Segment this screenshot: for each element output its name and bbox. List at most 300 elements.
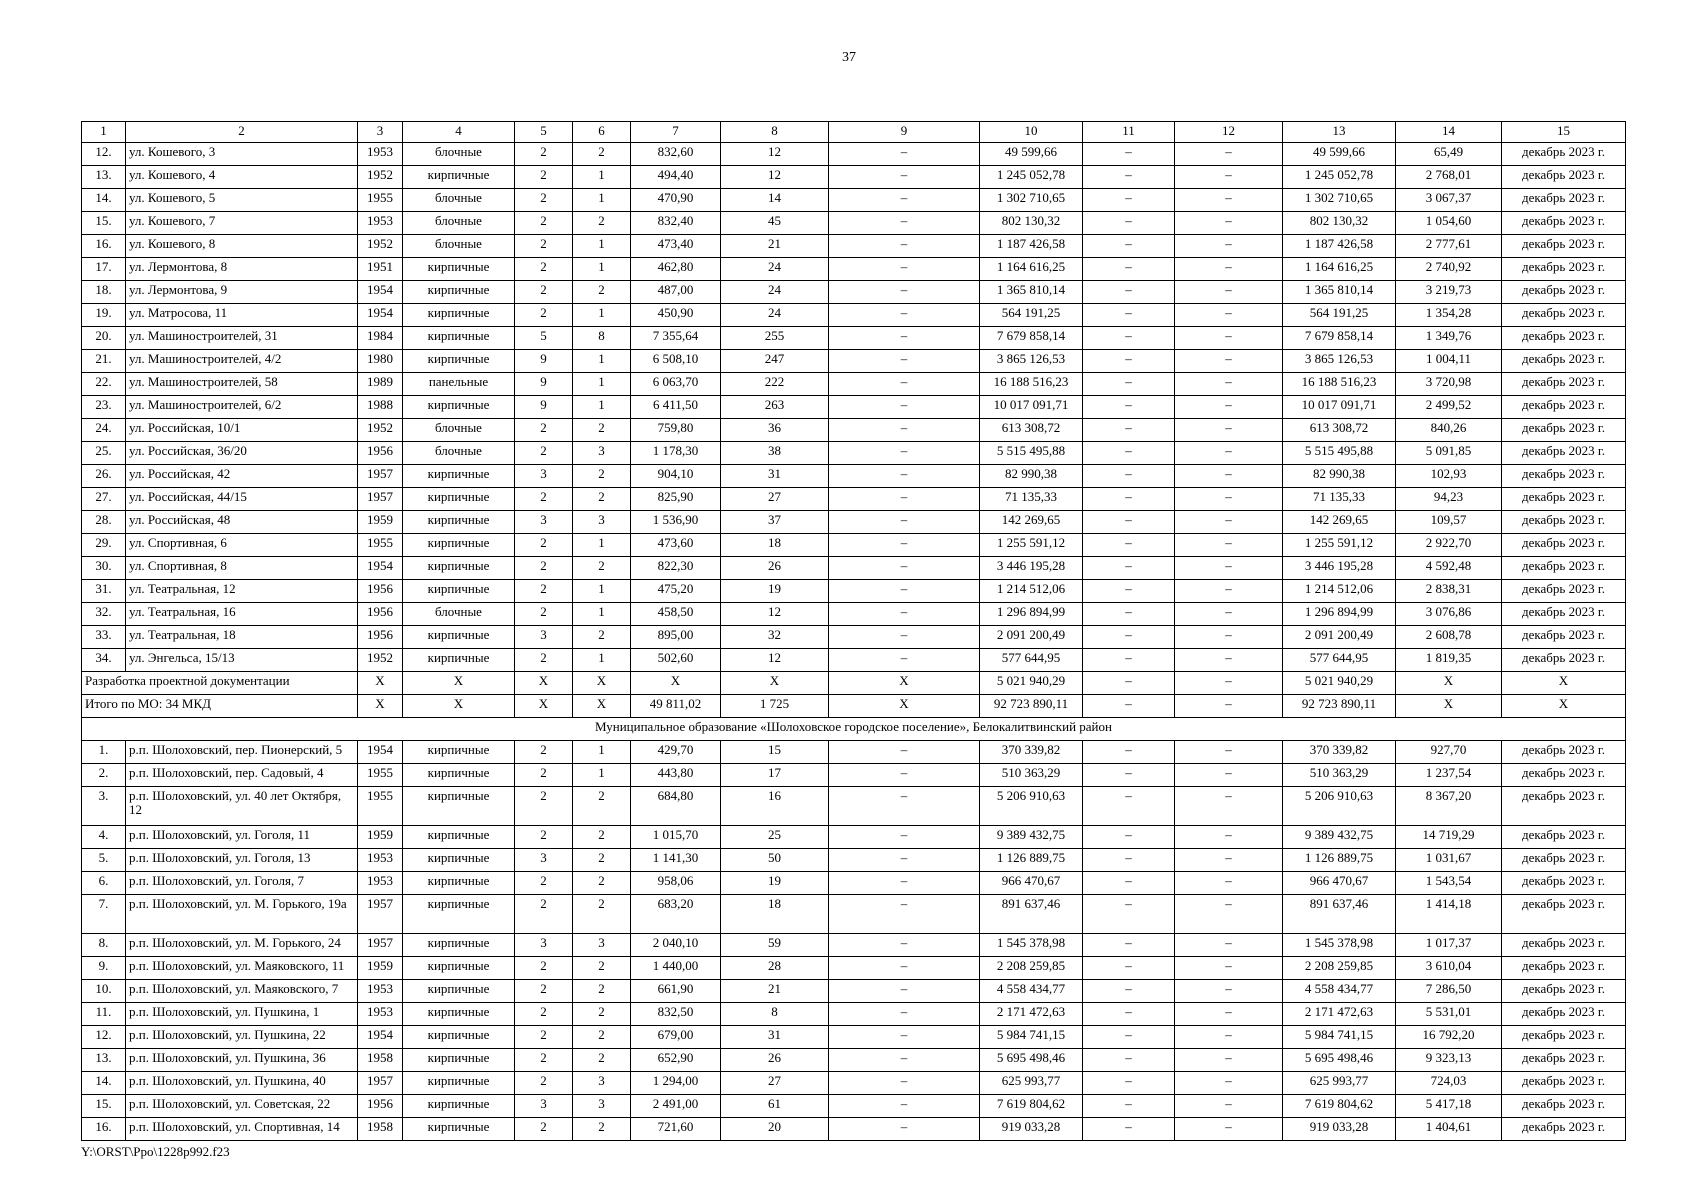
table-cell: 2. <box>82 764 126 787</box>
table-cell: 2 <box>515 304 573 327</box>
table-cell: 679,00 <box>631 1026 721 1049</box>
table-cell: кирпичные <box>403 258 515 281</box>
table-cell: 2 491,00 <box>631 1095 721 1118</box>
address-cell: ул. Российская, 10/1 <box>126 419 358 442</box>
table-cell: 891 637,46 <box>1283 895 1396 934</box>
table-cell: 1 255 591,12 <box>1283 534 1396 557</box>
table-cell: 2 <box>573 849 631 872</box>
table-cell: 7. <box>82 895 126 934</box>
table-cell: – <box>829 557 980 580</box>
table-cell: 1 <box>573 189 631 212</box>
table-cell: 1958 <box>358 1118 403 1141</box>
table-cell: – <box>1175 534 1283 557</box>
table-cell: 1 294,00 <box>631 1072 721 1095</box>
table-cell: 1984 <box>358 327 403 350</box>
table-cell: – <box>1083 895 1175 934</box>
table-cell: 16. <box>82 235 126 258</box>
table-cell: – <box>1083 741 1175 764</box>
table-cell: 32. <box>82 603 126 626</box>
table-cell: – <box>1083 603 1175 626</box>
table-row <box>82 603 1626 626</box>
table-cell: 15 <box>721 741 829 764</box>
column-header: 14 <box>1396 122 1502 143</box>
table-cell: 724,03 <box>1396 1072 1502 1095</box>
address-cell: ул. Машиностроителей, 4/2 <box>126 350 358 373</box>
table-cell: 11. <box>82 1003 126 1026</box>
table-cell: – <box>1175 764 1283 787</box>
table-cell: 564 191,25 <box>1283 304 1396 327</box>
table-cell: 222 <box>721 373 829 396</box>
table-row <box>82 1049 1626 1072</box>
footer-file-path: Y:\ORST\Ppo\1228p992.f23 <box>81 1144 230 1159</box>
table-cell: 2 <box>515 1026 573 1049</box>
table-cell: 9 323,13 <box>1396 1049 1502 1072</box>
address-cell: р.п. Шолоховский, ул. Пушкина, 22 <box>126 1026 358 1049</box>
table-cell: 21 <box>721 980 829 1003</box>
table-cell: – <box>829 849 980 872</box>
table-cell: – <box>829 895 980 934</box>
table-cell: декабрь 2023 г. <box>1502 350 1626 373</box>
table-row <box>82 557 1626 580</box>
table-cell: 652,90 <box>631 1049 721 1072</box>
table-cell: 1952 <box>358 166 403 189</box>
table-cell: – <box>1083 327 1175 350</box>
address-cell: р.п. Шолоховский, ул. Гоголя, 13 <box>126 849 358 872</box>
address-cell: ул. Кошевого, 7 <box>126 212 358 235</box>
table-cell: 10 017 091,71 <box>980 396 1083 419</box>
table-cell: 16 792,20 <box>1396 1026 1502 1049</box>
table-cell: 1 <box>573 534 631 557</box>
table-cell: – <box>1175 580 1283 603</box>
table-cell: X <box>515 695 573 718</box>
table-row <box>82 304 1626 327</box>
table-cell: – <box>829 934 980 957</box>
table-cell: декабрь 2023 г. <box>1502 741 1626 764</box>
table-cell: – <box>1175 373 1283 396</box>
table-cell: 1 536,90 <box>631 511 721 534</box>
table-cell: – <box>829 1026 980 1049</box>
table-cell: 1 <box>573 580 631 603</box>
table-cell: 45 <box>721 212 829 235</box>
table-cell: – <box>829 980 980 1003</box>
table-cell: – <box>1083 980 1175 1003</box>
address-cell: ул. Российская, 48 <box>126 511 358 534</box>
table-cell: 247 <box>721 350 829 373</box>
table-cell: 30. <box>82 557 126 580</box>
table-cell: 4 592,48 <box>1396 557 1502 580</box>
table-cell: декабрь 2023 г. <box>1502 534 1626 557</box>
column-header: 8 <box>721 122 829 143</box>
column-header: 9 <box>829 122 980 143</box>
table-cell: 661,90 <box>631 980 721 1003</box>
table-row <box>82 235 1626 258</box>
table-cell: 15. <box>82 1095 126 1118</box>
table-cell: 1 164 616,25 <box>1283 258 1396 281</box>
table-cell: декабрь 2023 г. <box>1502 304 1626 327</box>
table-cell: кирпичные <box>403 895 515 934</box>
table-cell: 3 610,04 <box>1396 957 1502 980</box>
table-cell: – <box>1083 166 1175 189</box>
table-cell: – <box>1175 626 1283 649</box>
table-cell: 895,00 <box>631 626 721 649</box>
table-cell: 26 <box>721 557 829 580</box>
table-cell: декабрь 2023 г. <box>1502 465 1626 488</box>
table-cell: 94,23 <box>1396 488 1502 511</box>
address-cell: ул. Театральная, 16 <box>126 603 358 626</box>
table-cell: кирпичные <box>403 396 515 419</box>
address-cell: ул. Энгельса, 15/13 <box>126 649 358 672</box>
table-cell: декабрь 2023 г. <box>1502 419 1626 442</box>
table-cell: блочные <box>403 212 515 235</box>
table-cell: кирпичные <box>403 1049 515 1072</box>
table-cell: 12 <box>721 649 829 672</box>
table-cell: – <box>1175 1026 1283 1049</box>
address-cell: ул. Матросова, 11 <box>126 304 358 327</box>
table-cell: 1953 <box>358 872 403 895</box>
table-cell: 27 <box>721 1072 829 1095</box>
table-cell: 8 <box>721 1003 829 1026</box>
table-row <box>82 764 1626 787</box>
address-cell: р.п. Шолоховский, ул. Маяковского, 7 <box>126 980 358 1003</box>
table-cell: 1 054,60 <box>1396 212 1502 235</box>
table-cell: – <box>1175 1072 1283 1095</box>
table-cell: 759,80 <box>631 419 721 442</box>
table-cell: – <box>1175 649 1283 672</box>
table-cell: – <box>1083 281 1175 304</box>
table-cell: 1 365 810,14 <box>1283 281 1396 304</box>
table-cell: 71 135,33 <box>1283 488 1396 511</box>
table-cell: 1953 <box>358 1003 403 1026</box>
table-cell: кирпичные <box>403 826 515 849</box>
table-cell: кирпичные <box>403 741 515 764</box>
table-cell: декабрь 2023 г. <box>1502 580 1626 603</box>
table-cell: 18. <box>82 281 126 304</box>
table-cell: 1956 <box>358 603 403 626</box>
table-cell: – <box>1083 957 1175 980</box>
table-cell: 1957 <box>358 895 403 934</box>
table-cell: – <box>829 741 980 764</box>
table-cell: 927,70 <box>1396 741 1502 764</box>
table-cell: 429,70 <box>631 741 721 764</box>
table-cell: 26. <box>82 465 126 488</box>
table-cell: 2 <box>515 189 573 212</box>
table-row <box>82 1072 1626 1095</box>
table-cell: 4 558 434,77 <box>1283 980 1396 1003</box>
table-cell: X <box>515 672 573 695</box>
table-cell: 458,50 <box>631 603 721 626</box>
table-cell: – <box>829 143 980 166</box>
table-cell: 2 <box>515 826 573 849</box>
address-cell: р.п. Шолоховский, ул. М. Горького, 24 <box>126 934 358 957</box>
table-cell: декабрь 2023 г. <box>1502 327 1626 350</box>
table-cell: 1 <box>573 396 631 419</box>
table-cell: 2 <box>515 419 573 442</box>
table-cell: 255 <box>721 327 829 350</box>
table-cell: – <box>829 1072 980 1095</box>
table-cell: 2 838,31 <box>1396 580 1502 603</box>
table-cell: 29. <box>82 534 126 557</box>
table-cell: – <box>1175 934 1283 957</box>
table-cell: кирпичные <box>403 1118 515 1141</box>
table-cell: декабрь 2023 г. <box>1502 1095 1626 1118</box>
table-cell: – <box>829 465 980 488</box>
table-row <box>82 980 1626 1003</box>
table-cell: 4 558 434,77 <box>980 980 1083 1003</box>
table-cell: 3 <box>515 626 573 649</box>
table-cell: 2 <box>515 488 573 511</box>
table-cell: 1954 <box>358 557 403 580</box>
table-cell: 2 <box>573 281 631 304</box>
table-cell: – <box>1083 672 1175 695</box>
table-cell: 36 <box>721 419 829 442</box>
table-row <box>82 419 1626 442</box>
table-cell: 2 <box>515 764 573 787</box>
table-row <box>82 396 1626 419</box>
table-cell: 18 <box>721 534 829 557</box>
table-cell: 370 339,82 <box>980 741 1083 764</box>
table-body <box>82 122 1626 1141</box>
address-cell: ул. Кошевого, 4 <box>126 166 358 189</box>
table-cell: 1 255 591,12 <box>980 534 1083 557</box>
table-cell: 13. <box>82 166 126 189</box>
table-cell: 49 811,02 <box>631 695 721 718</box>
table-cell: 1 725 <box>721 695 829 718</box>
table-cell: 2 <box>515 143 573 166</box>
table-cell: декабрь 2023 г. <box>1502 934 1626 957</box>
table-cell: 1952 <box>358 419 403 442</box>
table-cell: 5 091,85 <box>1396 442 1502 465</box>
table-row <box>82 1003 1626 1026</box>
table-cell: 38 <box>721 442 829 465</box>
table-cell: 20. <box>82 327 126 350</box>
table-cell: 1951 <box>358 258 403 281</box>
row-label: Итого по МО: 34 МКД <box>82 695 358 718</box>
table-cell: 2 <box>573 895 631 934</box>
table-cell: 3 076,86 <box>1396 603 1502 626</box>
table-cell: 802 130,32 <box>1283 212 1396 235</box>
section-title: Муниципальное образование «Шолоховское городское поселение», Белокалитвинский район <box>82 718 1626 741</box>
table-cell: 2 <box>573 465 631 488</box>
table-cell: 3 446 195,28 <box>980 557 1083 580</box>
table-cell: декабрь 2023 г. <box>1502 511 1626 534</box>
table-cell: 33. <box>82 626 126 649</box>
address-cell: ул. Театральная, 12 <box>126 580 358 603</box>
table-cell: 2 922,70 <box>1396 534 1502 557</box>
table-cell: – <box>1175 488 1283 511</box>
table-cell: X <box>358 695 403 718</box>
table-cell: – <box>1175 957 1283 980</box>
table-cell: 1 187 426,58 <box>980 235 1083 258</box>
row-label: Разработка проектной документации <box>82 672 358 695</box>
table-row <box>82 258 1626 281</box>
table-cell: X <box>573 672 631 695</box>
table-cell: 470,90 <box>631 189 721 212</box>
table-cell: 6 508,10 <box>631 350 721 373</box>
table-cell: декабрь 2023 г. <box>1502 235 1626 258</box>
table-cell: – <box>1175 1118 1283 1141</box>
table-cell: 1 126 889,75 <box>980 849 1083 872</box>
table-cell: 840,26 <box>1396 419 1502 442</box>
table-cell: 1989 <box>358 373 403 396</box>
table-cell: 2 <box>515 534 573 557</box>
table-cell: 24 <box>721 281 829 304</box>
table-cell: 5 206 910,63 <box>980 787 1083 826</box>
table-cell: 475,20 <box>631 580 721 603</box>
table-row <box>82 166 1626 189</box>
table-cell: декабрь 2023 г. <box>1502 442 1626 465</box>
table-cell: 2 <box>573 1003 631 1026</box>
table-cell: – <box>1175 258 1283 281</box>
table-row <box>82 872 1626 895</box>
table-cell: 1955 <box>358 534 403 557</box>
table-cell: 577 644,95 <box>1283 649 1396 672</box>
table-cell: 12 <box>721 166 829 189</box>
table-cell: кирпичные <box>403 534 515 557</box>
table-cell: 31. <box>82 580 126 603</box>
table-cell: декабрь 2023 г. <box>1502 849 1626 872</box>
table-cell: 2 <box>515 258 573 281</box>
table-cell: – <box>1175 189 1283 212</box>
table-cell: 61 <box>721 1095 829 1118</box>
table-cell: 2 <box>515 1003 573 1026</box>
table-cell: – <box>829 626 980 649</box>
table-cell: X <box>829 695 980 718</box>
table-cell: 2 171 472,63 <box>1283 1003 1396 1026</box>
table-header-row <box>82 122 1626 143</box>
table-cell: – <box>1175 557 1283 580</box>
column-header: 13 <box>1283 122 1396 143</box>
table-row <box>82 212 1626 235</box>
table-cell: 1952 <box>358 235 403 258</box>
table-cell: 2 <box>573 626 631 649</box>
table-cell: X <box>1396 672 1502 695</box>
table-cell: 1 031,67 <box>1396 849 1502 872</box>
table-cell: 370 339,82 <box>1283 741 1396 764</box>
table-cell: декабрь 2023 г. <box>1502 957 1626 980</box>
table-cell: кирпичные <box>403 281 515 304</box>
table-cell: декабрь 2023 г. <box>1502 143 1626 166</box>
column-header: 10 <box>980 122 1083 143</box>
table-cell: 1 214 512,06 <box>1283 580 1396 603</box>
table-cell: – <box>1083 212 1175 235</box>
table-cell: 92 723 890,11 <box>980 695 1083 718</box>
table-cell: 4. <box>82 826 126 849</box>
table-cell: кирпичные <box>403 980 515 1003</box>
table-cell: – <box>1083 1003 1175 1026</box>
table-row <box>82 934 1626 957</box>
column-header: 11 <box>1083 122 1175 143</box>
table-cell: 1 245 052,78 <box>1283 166 1396 189</box>
table-cell: 21 <box>721 235 829 258</box>
table-cell: – <box>829 787 980 826</box>
table-cell: 1952 <box>358 649 403 672</box>
table-row <box>82 534 1626 557</box>
table-cell: 1956 <box>358 442 403 465</box>
table-cell: кирпичные <box>403 872 515 895</box>
table-cell: декабрь 2023 г. <box>1502 488 1626 511</box>
table-cell: декабрь 2023 г. <box>1502 649 1626 672</box>
table-cell: 1 296 894,99 <box>1283 603 1396 626</box>
table-cell: – <box>1083 1095 1175 1118</box>
table-cell: 23. <box>82 396 126 419</box>
table-cell: 2 <box>515 980 573 1003</box>
address-cell: р.п. Шолоховский, ул. Спортивная, 14 <box>126 1118 358 1141</box>
table-cell: 2 740,92 <box>1396 258 1502 281</box>
table-cell: 1953 <box>358 212 403 235</box>
table-cell: 1 178,30 <box>631 442 721 465</box>
table-cell: кирпичные <box>403 849 515 872</box>
table-cell: 2 <box>515 895 573 934</box>
table-cell: – <box>829 764 980 787</box>
address-cell: р.п. Шолоховский, пер. Садовый, 4 <box>126 764 358 787</box>
table-cell: 1 302 710,65 <box>1283 189 1396 212</box>
table-cell: 1 <box>573 166 631 189</box>
table-cell: – <box>829 189 980 212</box>
table-cell: – <box>829 212 980 235</box>
address-cell: ул. Спортивная, 8 <box>126 557 358 580</box>
table-cell: 14. <box>82 1072 126 1095</box>
table-cell: кирпичные <box>403 580 515 603</box>
table-cell: 7 355,64 <box>631 327 721 350</box>
table-cell: 7 679 858,14 <box>980 327 1083 350</box>
table-cell: – <box>829 603 980 626</box>
table-cell: 22. <box>82 373 126 396</box>
table-cell: 2 <box>515 872 573 895</box>
table-cell: 24. <box>82 419 126 442</box>
table-cell: 919 033,28 <box>980 1118 1083 1141</box>
table-cell: 7 619 804,62 <box>980 1095 1083 1118</box>
table-cell: 12 <box>721 603 829 626</box>
table-cell: 1954 <box>358 1026 403 1049</box>
table-cell: – <box>1083 488 1175 511</box>
table-cell: – <box>829 304 980 327</box>
table-cell: 3 <box>515 849 573 872</box>
table-cell: 2 <box>515 235 573 258</box>
table-cell: декабрь 2023 г. <box>1502 895 1626 934</box>
table-cell: 494,40 <box>631 166 721 189</box>
table-cell: 473,40 <box>631 235 721 258</box>
table-cell: – <box>1175 980 1283 1003</box>
table-cell: 1 414,18 <box>1396 895 1502 934</box>
table-cell: 1955 <box>358 189 403 212</box>
table-cell: 25. <box>82 442 126 465</box>
table-cell: – <box>1175 895 1283 934</box>
address-cell: р.п. Шолоховский, ул. Пушкина, 1 <box>126 1003 358 1026</box>
table-cell: – <box>1083 419 1175 442</box>
table-cell: 6 411,50 <box>631 396 721 419</box>
table-cell: 1 <box>573 304 631 327</box>
table-cell: 14 719,29 <box>1396 826 1502 849</box>
table-cell: – <box>829 1003 980 1026</box>
table-cell: – <box>829 373 980 396</box>
table-cell: декабрь 2023 г. <box>1502 1049 1626 1072</box>
table-cell: 2 777,61 <box>1396 235 1502 258</box>
table-cell: – <box>1083 143 1175 166</box>
address-cell: р.п. Шолоховский, ул. Гоголя, 11 <box>126 826 358 849</box>
table-cell: – <box>1083 1026 1175 1049</box>
table-cell: – <box>1175 1049 1283 1072</box>
table-cell: 1 <box>573 741 631 764</box>
table-cell: 3 <box>573 1095 631 1118</box>
table-cell: 1. <box>82 741 126 764</box>
table-cell: 7 619 804,62 <box>1283 1095 1396 1118</box>
table-cell: – <box>1083 350 1175 373</box>
address-cell: ул. Российская, 44/15 <box>126 488 358 511</box>
table-cell: 12 <box>721 143 829 166</box>
table-cell: 5 515 495,88 <box>980 442 1083 465</box>
table-cell: – <box>1175 442 1283 465</box>
table-cell: 5 695 498,46 <box>1283 1049 1396 1072</box>
